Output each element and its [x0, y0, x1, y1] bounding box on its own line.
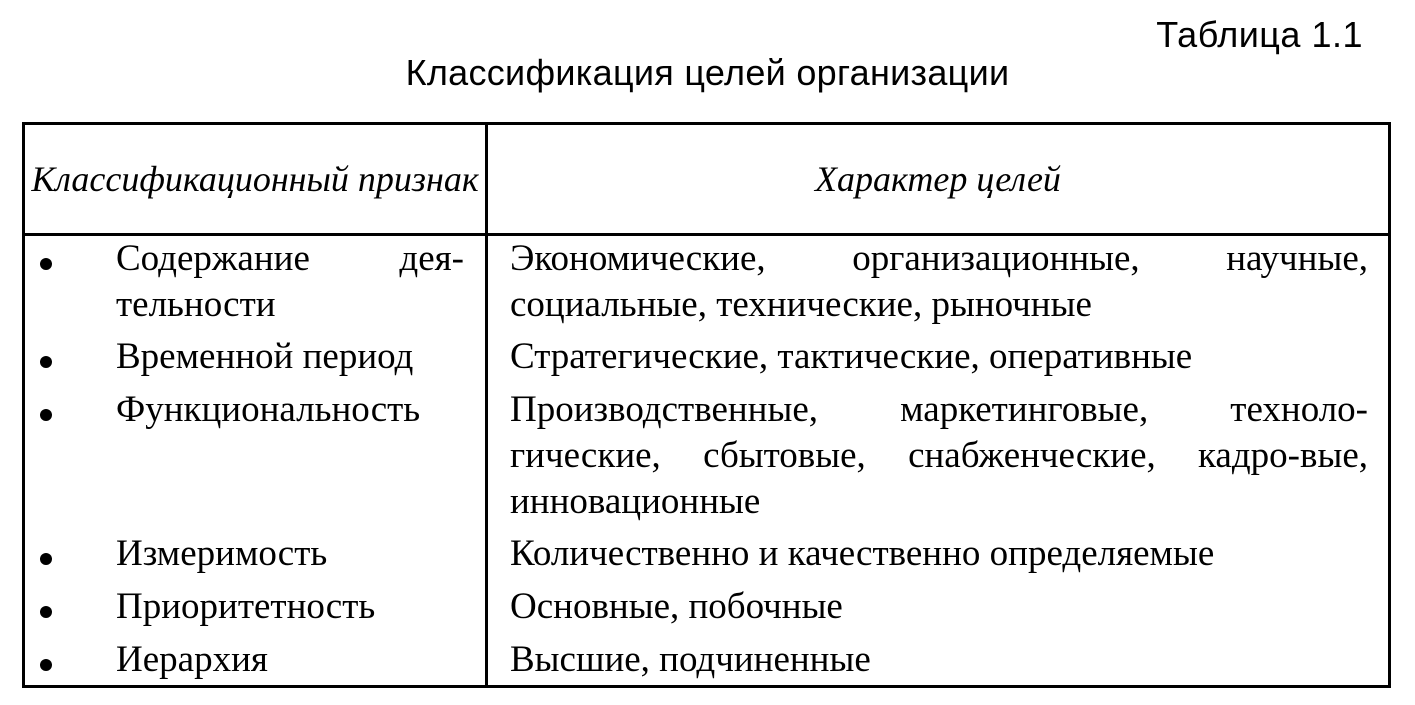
row-criterion: Функциональность: [116, 389, 421, 430]
row-character: Стратегические, тактические, оперативные: [510, 336, 1193, 377]
goals-table: [22, 122, 1391, 688]
bullet-icon: [40, 409, 52, 421]
row-character: Производственные, маркетинговые, техноло-гические, сбытовые, снабженческие, кадро-вые, инновационные: [510, 389, 1368, 522]
row-criterion: Временной период: [116, 336, 414, 377]
row-criterion: Содержание дея-тельности: [116, 238, 464, 325]
bullet-icon: [40, 659, 52, 671]
row-criterion: Приоритетность: [116, 586, 376, 627]
header-criterion: Классификационный признак: [31, 159, 479, 199]
table-label: Таблица 1.1: [1156, 14, 1363, 55]
row-character: Экономические, организационные, научные, социальные, технические, рыночные: [510, 238, 1368, 325]
bullet-icon: [40, 258, 52, 270]
row-character: Высшие, подчиненные: [510, 639, 871, 680]
bullet-icon: [40, 356, 52, 368]
row-character: Количественно и качественно определяемые: [510, 533, 1215, 574]
row-character: Основные, побочные: [510, 586, 843, 627]
row-criterion: Иерархия: [116, 639, 268, 680]
header-character: Характер целей: [815, 159, 1061, 199]
table-title: Классификация целей организации: [405, 52, 1010, 93]
row-criterion: Измеримость: [116, 533, 328, 574]
bullet-icon: [40, 606, 52, 618]
bullet-icon: [40, 553, 52, 565]
